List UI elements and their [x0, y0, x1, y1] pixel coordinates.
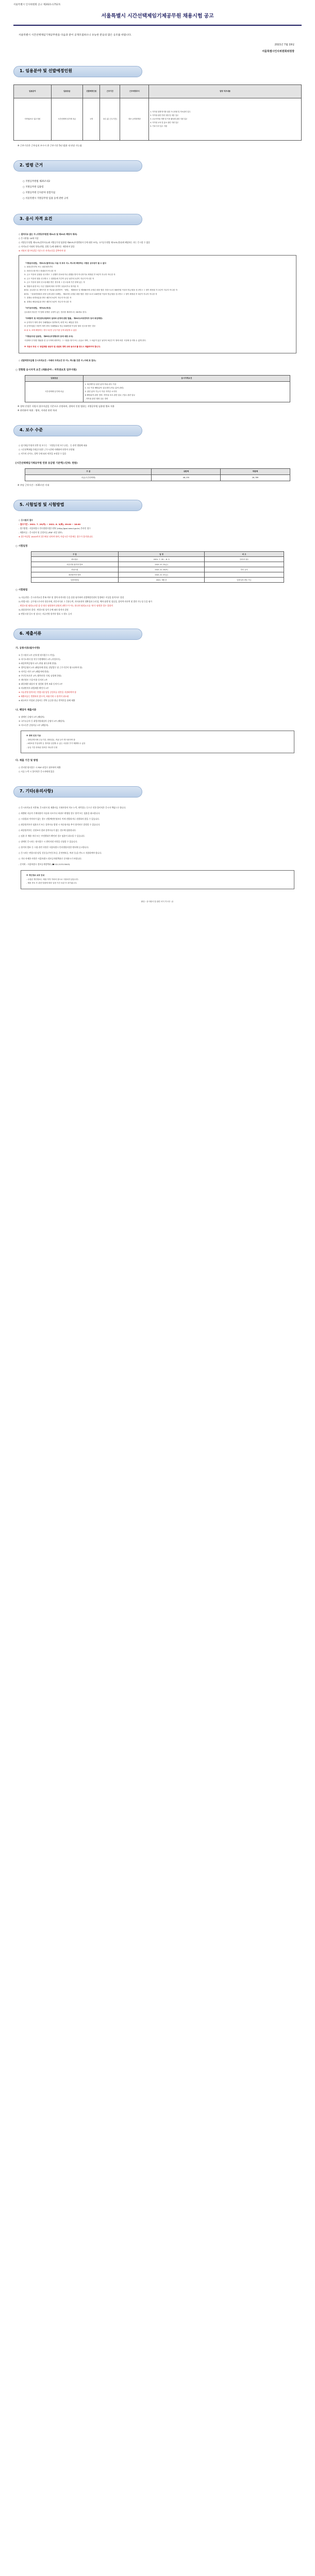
section-2-header — [13, 160, 302, 172]
section-1-note: ※ 근무기간은 근무실적 우수시 총 근무기간 5년 범위 내 연장 가능함 — [18, 144, 82, 147]
list-item: ○ 제출된 서류의 기재내용이 사실과 다르거나 허위로 판명될 경우 합격 또는 임용을 취소합니다. — [19, 812, 101, 815]
intro-text: 서울특별시 시간선택제임기제공무원을 다음과 같이 공개모집하오니 유능한 분들의 많은 응모를 바랍니다. — [19, 33, 132, 37]
list-item: ⑨ 비위면직자 취업제한 확인서 1부 — [19, 686, 49, 689]
list-item: ○ 기타 자세한 사항은 서울특별시 정보공개정책과로 문의하시기 바랍니다. — [19, 857, 82, 860]
list-item: ○ 최종합격자가 임용포기 또는 결격사유 발생 시 차순위자를 추가 합격자로 결정할 수 있습니다. — [19, 823, 101, 826]
list-item: ③ 최종학력증명서 1부 (학위 취득자에 한함) — [19, 662, 57, 665]
table-row: 면접시험 2021. 8. 19(목) 추후 공지 — [31, 567, 284, 572]
list-item: ○ 합격자 발표 등 시험 관련 사항은 서울특별시 인터넷원서접수센터에 공고합니다. — [19, 846, 89, 849]
schedule-title: ○ 시험일정 — [15, 545, 28, 548]
section-6-title: 6. 제출서류 — [20, 631, 42, 636]
notice-number: 서울특별시 인사위원회 공고 제2021-1752호 — [13, 4, 61, 6]
col-grade: 임용등급 — [51, 84, 82, 98]
method-title: ○ 시험방법 — [15, 589, 28, 592]
notes-list — [13, 805, 302, 867]
attachment-note: 붙임 : 응시원서 및 관련 서식 각 1부. 끝. — [141, 900, 174, 903]
documents-sub-list — [13, 715, 302, 727]
col-req-grade: 임용등급 — [25, 376, 84, 382]
application-text: ○ 응시원서 접수 - 접수기간 : 2021. 7. 29(목) ~ 2021. 8. 3(화), 09:00 ~ 18:00 - 접수방법 : 서울특별시 인터넷원서접수센터 (http://gosi.seoul.go.kr) 온라인 접수 - 제출서류 : 응시원서 및 증빙서류 (PDF 파일 첨부) ※ 접수마감일 18:00까지 접수완료 되어야 하며, 마감시간 이후에는 접수가 불가합니다. — [19, 519, 93, 538]
section-7-title: 7. 기타(유의사항) — [20, 789, 54, 794]
privacy-box: ※ 개인정보 보호 안내 - 수집된 개인정보는 채용 목적 이외의 용도로 사용되지 않습니다. - 채용 종료 후 관련 법령에 따라 일정 기간 보관 후 파기됩니다. — [21, 870, 294, 889]
list-item: ⑧ 취업제한 대상자 및 성범죄 경력 조회 동의서 1부 — [19, 682, 63, 685]
cell-field: 저작권보호 업무지원 — [14, 98, 52, 140]
col-dept: 근무예정부서 — [120, 84, 149, 98]
table-row: 마급(시간선택제) 46,155 26,789 — [25, 475, 290, 481]
cell-req-detail: 1. 3년제이상 관련 분야 학위 취득 이상 2. 1년 이상 해당분야 실무경력 (직무 분야 관련) 3. 관련 분야 기능사 이상 자격증 소지자 ※ 해당분야 관련 경력: 저작권 보호 관련 업무 / 법무 관련 업무 - 저작권 관련 행정 실무 경력 — [84, 382, 290, 402]
documents-heading: 가. 공통서류(필수사항) — [15, 647, 40, 650]
list-item: ○ 시험결과 적격자가 없는 경우 선발예정인원보다 적게 선발하거나 선발하지 않을 수 있습니다. — [19, 818, 100, 821]
col-req-detail: 응시자격요건 — [84, 376, 290, 382]
requirements-intro: ○ 선발예정직급별 응시자격요건 : 아래의 자격요건 중 어느 하나를 갖춘 자 (아래 표 참조) — [19, 359, 96, 362]
col-count: 선발예정인원 — [82, 84, 100, 98]
law-list — [13, 179, 302, 201]
col-period: 근무기간 — [100, 84, 120, 98]
section-4-title: 4. 보수 수준 — [20, 428, 43, 433]
list-item: ○ 지방공무원 임용령 — [23, 185, 44, 189]
list-item: ⑥ 주민등록초본 1부 (병역사항 기재, 남성에 한함) — [19, 674, 62, 677]
col-lower: 하한액 — [221, 469, 290, 475]
career-criteria-box: ※ 경력 인정 기준 - 경력증명서에 근무기간, 담당업무, 직위 등이 명시되어야 함 - 4대보험 가입내역 등 경력을 입증할 수 있는 서류를 추가 제출할 수 있음 - 동일 기간 중복된 경력은 하나만 인정 — [21, 731, 294, 753]
section-3-title: 3. 응시 자격 요건 — [20, 216, 53, 221]
documents-heading-2: 다. 제출 기간 및 방법 — [15, 759, 38, 762]
schedule-table: 구 분 일 정 비 고 원서접수 2021. 7. 29 ~ 8. 3 인터넷 접수 서류전형 합격자 발표 2021. 8. 13(금) 면접시험 2021. 8. 19(목) 추후 공지 최종합격자 발표 2021. 8. 27(금) 임용예정일 2021. 9월 중 임용일정 변동 가능 — [31, 551, 285, 583]
section-3-header — [13, 214, 302, 225]
cell-req-grade: 시간선택제 임기제 마급 — [25, 382, 84, 402]
section-5-header — [13, 500, 302, 511]
cell-period: 2년 (총 근무기간) — [100, 98, 120, 140]
list-item: ○ 응시자는 면접시험 당일 신분증(주민등록증, 운전면허증, 여권 등)을 반드시 지참하여야 합니다. — [19, 852, 102, 855]
notice-date: 2021년 7월 19일 — [274, 43, 294, 46]
issuing-org: 서울특별시인사위원회위원장 — [262, 50, 294, 54]
table-row: 최종합격자 발표 2021. 8. 27(금) — [31, 572, 284, 578]
table-row: 임용예정일 2021. 9월 중 임용일정 변동 가능 — [31, 578, 284, 583]
section-1-header — [13, 66, 302, 77]
col-duties: 담당 직무내용 — [149, 84, 302, 98]
section-4-header — [13, 425, 302, 436]
salary-text: ○ 임기제공무원의 연봉 및 보수는 「지방공무원 보수규정」 등 관련 법령에 따름 ○ 시간선택제임기제공무원은 근무시간에 비례하여 연봉이 산정됨 ○ 직무의 난이도, 경력 등에 따라 연봉을 조정할 수 있음 — [19, 444, 88, 455]
cell-count: 1명 — [82, 98, 100, 140]
list-item: ⑤ 자격증 사본 1부 (해당자에 한함) — [19, 670, 49, 673]
cell-grade: 시간선택제 임기제 마급 — [51, 98, 82, 140]
cell-dept: 정보 공개정책과 — [120, 98, 149, 140]
section-2-title: 2. 법령 근거 — [20, 162, 43, 167]
requirements-note: ※ 경력 인정은 지원서 접수마감일 기준으로 산정하며, 경력의 인정 범위는 지방공무원 임용령 별표 적용 ※ 관련분야 학위 : 법학, 저작권 관련 학과 — [18, 405, 114, 412]
salary-table — [25, 468, 290, 481]
documents-sub-heading: 나. 해당자 제출서류 — [15, 708, 37, 711]
salary-table-title: [시간선택제임기제공무원 연봉 등급별 기준액] (단위: 천원) — [15, 462, 78, 465]
list-item: ② 국가유공자 등 취업지원대상자 증명서 1부 (해당자) — [19, 720, 65, 723]
table-row: 서류전형 합격자 발표 2021. 8. 13(금) — [31, 562, 284, 567]
section-5-title: 5. 시험일정 및 시험방법 — [20, 502, 64, 507]
documents-method: ○ 인터넷 원서접수 시 PDF 파일로 첨부하여 제출 ○ 서류 누락 시 불이익은 응시자에게 있음 — [19, 766, 61, 773]
contact-line: - 문의처 : 서울특별시 정보공개정책과 (☎ 02-2133-5043) — [19, 863, 70, 866]
col-upper: 상한액 — [152, 469, 221, 475]
requirements-subtitle: ○ 전형별 응시자격 요건 (채용분야 : 저작권보호 업무지원) — [15, 368, 77, 371]
requirements-table — [25, 375, 290, 402]
positions-table — [13, 84, 302, 141]
method-text: 1) 서류전형 : 응시자격요건 충족 여부 및 경력·자격사항 등을 종합 평가하여 선발예정인원의 일정배수 이상을 합격자로 결정 2) 면접시험 : 공무원으로서의 정신자세, 전문지식과 그 응용능력, 의사표현의 정확성과 논리성, 예의·품행 및 성실성, 창의력·의지력 및 발전 가능성 등을 평가 - 면접시험 평정요소별 상·중·하로 평정하며 위원의 과반수가 어느 하나의 평정요소를 '하'로 평정한 경우 불합격 3) 최종합격자 결정 : 면접시험 성적 순에 따라 합격자 결정 ※ 면접시험 일시 및 장소는 서류전형 합격자 발표 시 별도 공지 — [19, 596, 153, 615]
page-title: 서울특별시 시간선택제임기제공무원 채용시험 공고 — [101, 13, 214, 20]
section-6-header — [13, 629, 302, 640]
section-7-header — [13, 786, 302, 798]
disqualification-box: 「지방공무원법」 제31조(결격사유) 다음 각 호의 어느 하나에 해당하는 사람은 공무원이 될 수 없다 1. 피성년후견인 또는 피한정후견인 2. 파산선고를 받고 복권되지 아니한 자 3. 금고 이상의 실형을 선고받고 그 집행이 종료되거나 집행을 받지 아니하기로 확정된 후 5년이 지나지 아니한 자 4. 금고 이상의 형을 선고받고 그 집행유예 기간이 끝난 날부터 2년이 지나지 아니한 자 5. 금고 이상의 형의 선고유예를 받은 경우에 그 선고유예 기간 중에 있는 자 6. 법원의 판결 또는 다른 법률에 따라 자격이 상실되거나 정지된 자 6의2. 공무원으로 재직기간 중 직무와 관련하여 「형법」 제355조 및 제356조에 규정된 죄를 범한 사람으로서 300만원 이상의 벌금형을 선고받고 그 형이 확정된 후 2년이 지나지 아니한 자 6의3. 「성폭력범죄의 처벌 등에 관한 특례법」 제2조에 규정된 죄를 범한 사람으로서 100만원 이상의 벌금형을 선고받고 그 형이 확정된 후 3년이 지나지 아니한 자 7. 징계로 파면처분을 받은 때부터 5년이 지나지 아니한 자 8. 징계로 해임처분을 받은 때부터 3년이 지나지 아니한 자 「국가공무원법」 제74조(정년) 공무원의 정년은 이 법에 특별한 규정이 있는 경우를 제외하고는 60세로 한다. 「부패방지 및 국민권익위원회의 설치와 운영에 관한 법률」 제82조(비위면직자 등의 취업제한) ① 공직자가 재직 중의 부패행위로 당연퇴직, 파면 또는 해임된 경우 ② 공직자였던 사람이 재직 중의 부패행위로 벌금 300만원 이상의 형의 선고를 받은 경우 ※ 위 ①, ②에 해당하는 경우 5년간 공공기관 등에 취업할 수 없음 「지방공무원 임용령」 제65조(부정행위자 등에 대한 조치) 시험에서 부정한 행위를 한 응시자에 대하여는 그 시험을 정지 또는 무효로 하며, 그 처분이 있은 날부터 5년간 이 영에 의한 시험에 응시할 수 없게 한다. ※ 지원서 작성 시 '취업제한 대상자 및 성범죄 경력 조회 동의서'를 반드시 제출하여야 합니다. — [19, 255, 296, 353]
col-type: 구 분 — [25, 469, 152, 475]
table-row: 원서접수 2021. 7. 29 ~ 8. 3 인터넷 접수 — [31, 557, 284, 562]
salary-note: ※ 주당 근무시간 : 주35시간 이내 — [18, 484, 49, 487]
list-item: ○ 지방공무원 인사분야 통합지침 — [23, 191, 56, 194]
list-item: ○ 최종합격자는 신원조사 결과 결격사유가 없는 경우에 임용합니다. — [19, 829, 76, 832]
list-item: ① 응시원서 1부 (인터넷 원서접수시 작성) — [19, 653, 55, 656]
list-item: ○ 지방공무원법 제25조의2 — [23, 180, 51, 183]
title-divider — [13, 25, 302, 26]
table-row — [25, 382, 290, 402]
list-item: ○ 임용 후 채용 비리 또는 부정행위가 확인된 경우 임용이 취소될 수 있습니다. — [19, 835, 86, 838]
col-field: 임용분야 — [14, 84, 52, 98]
list-item: ⑦ 개인정보 수집·이용 동의서 1부 — [19, 678, 47, 681]
list-item: ④ 경력증명서 1부 (해당자에 한함, 담당업무 및 근무기간이 명시되어야 함) — [19, 666, 82, 669]
list-item: ③ 저소득층 증명서류 1부 (해당자) — [19, 724, 48, 727]
list-item: ○ 장애인 응시자는 원서접수 시 편의지원 사항을 신청할 수 있습니다. — [19, 840, 78, 843]
list-item: ○ 응시자격요건 미충족, 응시원서 및 제출서류 기재사항의 착오·누락, 연락불능 등으로 인한 불이익은 응시자 책임으로 합니다. — [19, 806, 126, 809]
table-row — [14, 98, 302, 140]
section-1-title: 1. 임용분야 및 선발예정인원 — [20, 68, 72, 73]
documents-list: ① 응시원서 1부 (인터넷 원서접수시 작성) ② 자기소개서 및 직무수행계획서 1부 (지정서식) ③ 최종학력증명서 1부 (학위 취득자에 한함) ④ 경력증명서 1부 (해당자에 한함, 담당업무 및 근무기간이 명시되어야 함) ⑤ 자격증 사본 1부 (해당자에 한함) ⑥ 주민등록초본 1부 (병역사항 기재, 남성에 한함) ⑦ 개인정보 수집·이용 동의서 1부 ⑧ 취업제한 대상자 및 성범죄 경력 조회 동의서 1부 ⑨ 비위면직자 취업제한 확인서 1부 ※ 서류전형 합격자는 면접시험 당일 증빙서류 원본을 지참하여야 함 ※ 제출서류는 반환하지 않으며, 허위기재 시 합격이 취소됨 ※ 외국어로 작성된 증명서는 번역 공증한 한글 번역본을 함께 제출 — [13, 653, 302, 703]
list-item: ○ 서울특별시 지방공무원 임용 등에 관한 규칙 — [23, 197, 69, 200]
list-item: ② 자기소개서 및 직무수행계획서 1부 (지정서식) — [19, 657, 60, 660]
cell-duties: 1. 저작권 침해 방지를 위한 모니터링 및 자료관리 업무 2. 저작권 관련 민원 상담 및 대응 업무 3. 공공저작물 개방 및 이용 활성화 관련 지원 업무 4. 저작권 교육 및 홍보 관련 지원 업무 5. 기타 부서 업무 지원 — [149, 98, 302, 140]
eligibility-text: ○ 결격사유 없는 자 (지방공무원법 제31조 및 제33조 해당자 제외) ○ 응시연령: 18세 이상 ○ 지방공무원법 제31조(결격사유)와 지방공무원 임용령 제65조(부정행위자 등에 대한 조치), 국가공무원법 제74조(정년)에 해당하는 자는 응시할 수 없음 ○ 자격요건 이외의 항목(연령, 성별 등)에 대해서는 제한하지 않음 ※ 지원서 접수마감일 기준으로 자격요건을 갖추어야 함 — [19, 232, 151, 252]
list-item: ① 장애인 증명서 1부 (해당자) — [19, 716, 45, 719]
